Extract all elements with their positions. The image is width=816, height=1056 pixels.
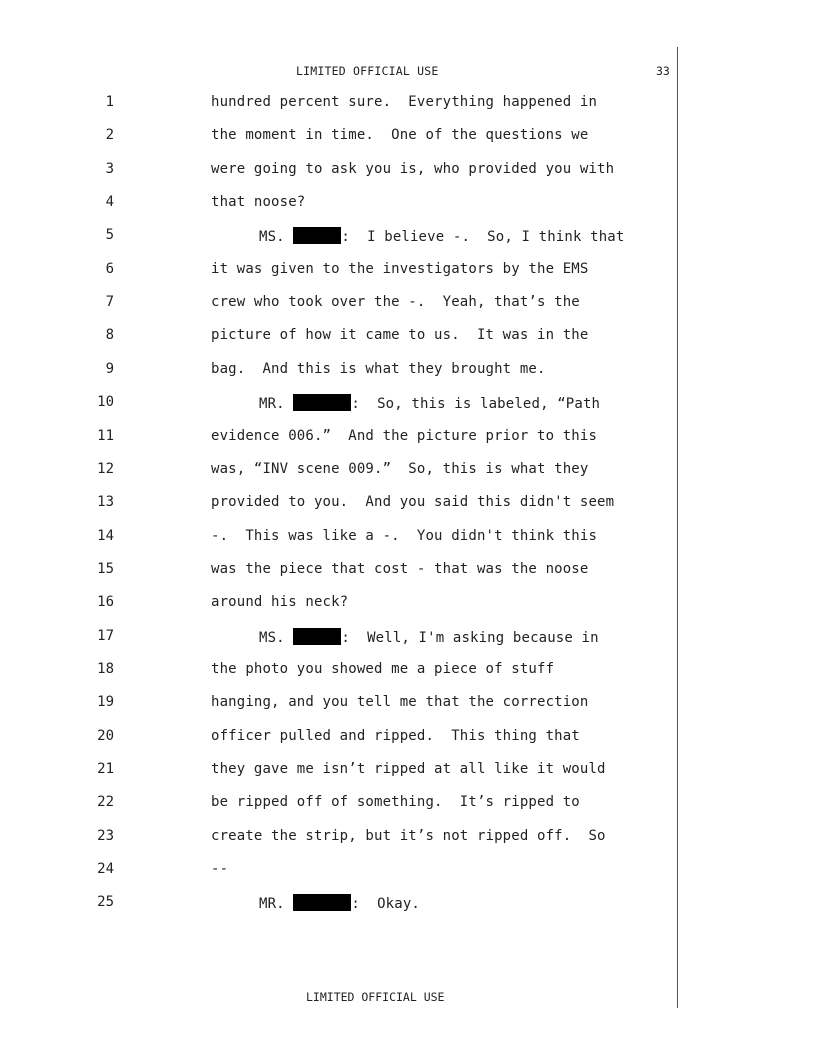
- line-text: that noose?: [211, 194, 306, 211]
- transcript-line: [0, 194, 816, 214]
- line-text: the moment in time. One of the questions we: [211, 127, 589, 144]
- transcript-line: [0, 494, 816, 514]
- transcript-line: [0, 828, 816, 848]
- line-text: [259, 394, 600, 412]
- speaker-title: MS.: [259, 229, 285, 246]
- redaction-box: [293, 394, 351, 411]
- spoken-text: : I believe -. So, I think that: [341, 229, 625, 246]
- line-number: 1: [105, 94, 114, 110]
- line-number: 24: [97, 861, 114, 878]
- line-number: 6: [105, 260, 114, 277]
- line-number: 4: [105, 194, 114, 211]
- line-number: 21: [97, 761, 114, 777]
- transcript-line: [0, 861, 816, 881]
- transcript-line: [0, 94, 816, 114]
- transcript-line: [0, 661, 816, 681]
- line-number: 2: [105, 127, 114, 144]
- line-number: 8: [105, 327, 114, 344]
- line-number: 18: [97, 660, 114, 677]
- line-text: was the piece that cost - that was the noose: [211, 560, 589, 577]
- spoken-text: : So, this is labeled, “Path: [351, 396, 601, 413]
- line-text: officer pulled and ripped. This thing that: [211, 727, 580, 744]
- transcript-line: [0, 361, 816, 381]
- speaker-title: MR.: [259, 396, 285, 413]
- line-number: 14: [97, 527, 114, 544]
- transcript-line: [0, 528, 816, 548]
- transcript-line: [0, 761, 816, 781]
- transcript-line: [0, 127, 816, 147]
- line-number: 23: [97, 827, 114, 844]
- transcript-line: [0, 461, 816, 481]
- line-text: bag. And this is what they brought me.: [211, 360, 546, 377]
- line-text: hanging, and you tell me that the correction: [211, 694, 589, 711]
- line-text: picture of how it came to us. It was in the: [211, 327, 589, 344]
- transcript-line: [0, 161, 816, 181]
- transcript-line: [0, 327, 816, 347]
- page-number: 33: [656, 64, 670, 78]
- line-number: 5: [105, 227, 114, 244]
- header-classification: LIMITED OFFICIAL USE: [296, 64, 439, 78]
- transcript-line: [0, 694, 816, 714]
- line-number: 10: [97, 394, 114, 411]
- line-text: -. This was like a -. You didn't think this: [211, 527, 598, 544]
- redaction-box: [293, 894, 351, 911]
- line-number: 9: [105, 360, 114, 377]
- line-number: 11: [97, 427, 114, 444]
- transcript-line: [0, 261, 816, 281]
- transcript-line: [0, 428, 816, 448]
- line-number: 20: [97, 727, 114, 744]
- line-text: crew who took over the -. Yeah, that’s the: [211, 294, 580, 311]
- transcript-line: [0, 728, 816, 748]
- line-text: create the strip, but it’s not ripped off. So: [211, 827, 606, 844]
- line-text: they gave me isn’t ripped at all like it would: [211, 761, 606, 777]
- line-number: 19: [97, 694, 114, 711]
- redaction-box: [293, 628, 341, 645]
- line-text: [259, 227, 624, 245]
- line-text: hundred percent sure. Everything happened in: [211, 94, 598, 110]
- line-number: 22: [97, 794, 114, 811]
- transcript-line: [0, 561, 816, 581]
- line-number: 16: [97, 594, 114, 611]
- spoken-text: : Well, I'm asking because in: [341, 629, 599, 646]
- transcript-line: [0, 394, 816, 414]
- transcript-line: [0, 794, 816, 814]
- transcript-line: [0, 894, 816, 914]
- footer-classification: LIMITED OFFICIAL USE: [306, 990, 445, 1004]
- line-text: --: [211, 861, 229, 878]
- speaker-title: MR.: [259, 896, 285, 913]
- transcript-line: [0, 294, 816, 314]
- line-text: [259, 894, 420, 912]
- line-text: provided to you. And you said this didn't seem: [211, 494, 615, 511]
- line-text: [259, 628, 599, 646]
- line-text: it was given to the investigators by the EMS: [211, 260, 589, 277]
- line-number: 25: [97, 894, 114, 911]
- line-text: evidence 006.” And the picture prior to this: [211, 427, 598, 444]
- line-text: be ripped off of something. It’s ripped to: [211, 794, 580, 811]
- line-text: were going to ask you is, who provided you with: [211, 160, 615, 177]
- line-number: 17: [97, 627, 114, 644]
- line-number: 7: [105, 294, 114, 311]
- transcript-line: [0, 594, 816, 614]
- transcript-line: [0, 628, 816, 648]
- line-text: the photo you showed me a piece of stuff: [211, 660, 555, 677]
- redaction-box: [293, 227, 341, 244]
- line-text: around his neck?: [211, 594, 349, 611]
- line-number: 3: [105, 160, 114, 177]
- line-number: 15: [97, 560, 114, 577]
- line-number: 13: [97, 494, 114, 511]
- transcript-line: [0, 227, 816, 247]
- line-text: was, “INV scene 009.” So, this is what they: [211, 460, 589, 477]
- spoken-text: : Okay.: [351, 896, 420, 913]
- line-number: 12: [97, 460, 114, 477]
- speaker-title: MS.: [259, 629, 285, 646]
